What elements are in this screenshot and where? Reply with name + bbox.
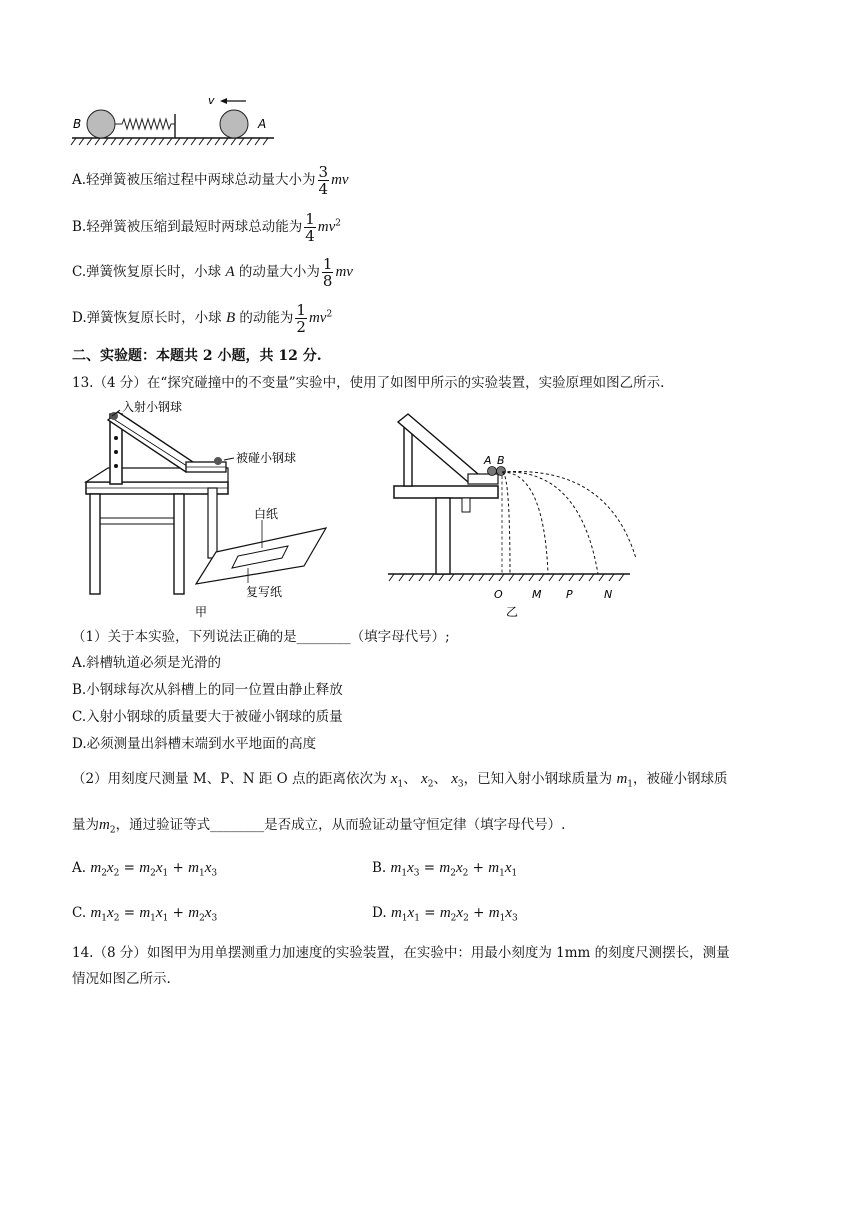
caption-yi: 乙 — [506, 605, 519, 618]
option-b: B.轻弹簧被压缩到最短时两球总动能为 $\frac{1}{4}$ $mv^2$ — [72, 210, 341, 245]
label-white-paper: 白纸 — [254, 507, 279, 521]
label-a: A — [258, 117, 267, 131]
q14-line1: 14.（8 分）如图甲为用单摆测重力加速度的实验装置，在实验中：用最小刻度为 1mm 的刻度尺测摆长，测量 — [72, 945, 730, 961]
q13-option-a: A.斜槽轨道必须是光滑的 — [72, 655, 222, 671]
label-incident-ball: 入射小钢球 — [122, 400, 183, 414]
ball-b — [87, 110, 115, 138]
ball-a — [220, 110, 248, 138]
caption-jia: 甲 — [195, 605, 208, 619]
section-title: 二、实验题：本题共 2 小题，共 12 分. — [72, 348, 322, 364]
label-point-m: M — [532, 588, 542, 601]
q13-sub2-line2: 量为$m_2$，通过验证等式________是否成立，从而验证动量守恒定律（填字母代号）. — [72, 817, 566, 836]
label-ball-b: B — [497, 454, 505, 467]
q13-option-c: C.入射小钢球的质量要大于被碰小钢球的质量 — [72, 709, 343, 725]
q13-option-b: B.小钢球每次从斜槽上的同一位置由静止释放 — [72, 682, 343, 698]
collision-figure — [70, 92, 280, 152]
q13-stem: 13.（4 分）在“探究碰撞中的不变量”实验中，使用了如图甲所示的实验装置，实验原理如图乙所示. — [72, 375, 665, 391]
option-a: A.轻弹簧被压缩过程中两球总动量大小为 $\frac{3}{4}$ mv — [72, 163, 349, 198]
label-carbon-paper: 复写纸 — [246, 585, 283, 599]
q13-option-d: D.必须测量出斜槽末端到水平地面的高度 — [72, 736, 317, 752]
label-ball-a: A — [484, 454, 492, 467]
option-c: C.弹簧恢复原长时，小球 A 的动量大小为 $\frac{1}{8}$ mv — [72, 255, 353, 290]
equation-b: B. $m_1x_3 = m_2x_2 + m_1x_1$ — [372, 860, 518, 879]
option-d: D.弹簧恢复原长时，小球 B 的动能为 $\frac{1}{2}$ $mv^2$ — [72, 301, 333, 336]
equation-d: D. $m_1x_1 = m_2x_2 + m_1x_3$ — [372, 905, 518, 924]
equation-a: A. $m_2x_2 = m_2x_1 + m_1x_3$ — [72, 860, 218, 879]
label-point-n: N — [604, 588, 613, 601]
label-point-p: P — [566, 588, 573, 601]
q14-line2: 情况如图乙所示. — [72, 971, 171, 987]
q13-sub1: （1）关于本实验，下列说法正确的是________（填字母代号）; — [72, 629, 450, 645]
figure-yi — [384, 408, 636, 618]
label-b: B — [73, 117, 82, 131]
equation-c: C. $m_1x_2 = m_1x_1 + m_2x_3$ — [72, 905, 218, 924]
q13-sub2-line1: （2）用刻度尺测量 M、P、N 距 O 点的距离依次为 $x_1$、 $x_2$、 $x_3$，已知入射小钢球质量为 $m_1$，被碰小钢球质 — [72, 771, 728, 790]
label-point-o: O — [494, 588, 503, 601]
spring — [115, 119, 175, 129]
velocity-label: v — [208, 94, 215, 107]
figure-jia — [78, 398, 338, 620]
label-target-ball: 被碰小钢球 — [236, 451, 297, 465]
